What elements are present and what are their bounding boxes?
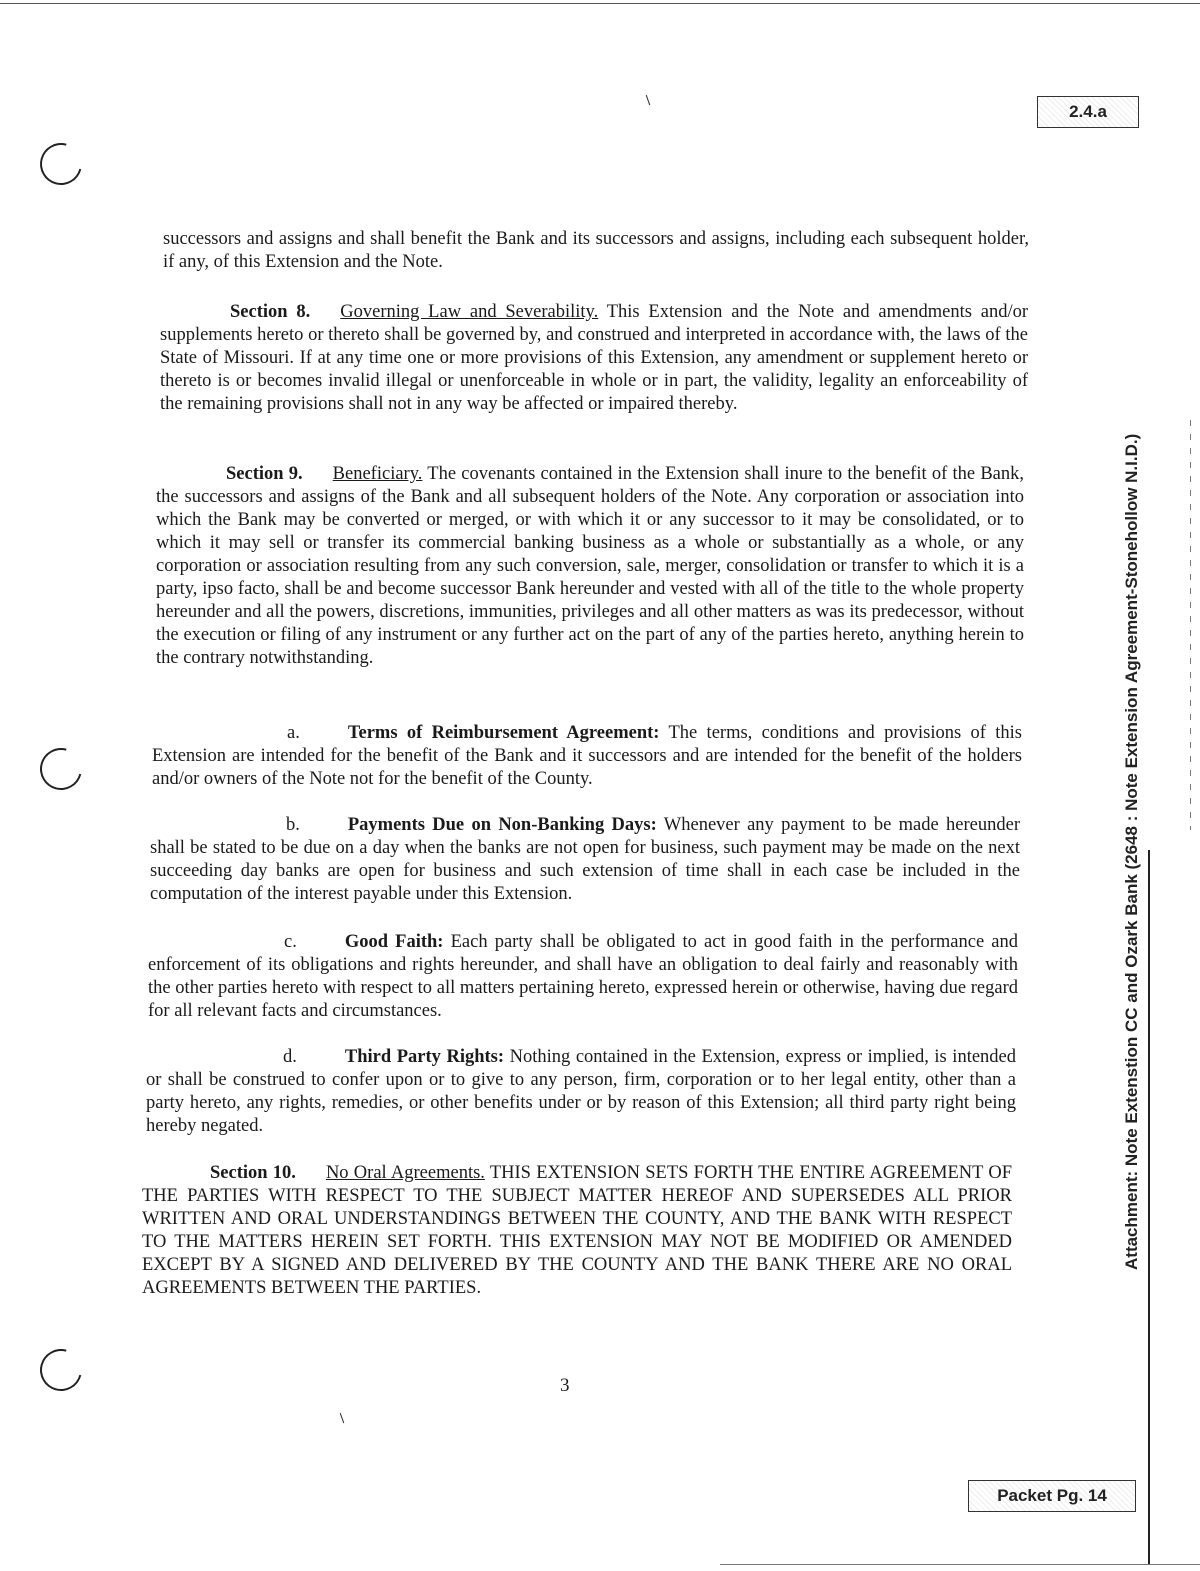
section-9-text: The covenants contained in the Extension shall inure to the benefit of the Bank, the successors and assigns of the Bank and all subsequent holders of the Note. Any corporation or association into which the Bank may be converted or merged, or with which it or any successor to it may be consolidated, or to which it may sell or transfer its commercial banking business as a whole or substantially as a whole, or any corporation or association resulting from any such conversion, sale, merger, consolidation or transfer to which it is a party, ipso facto, shall be and become successor Bank hereunder and vested with all of the title to the whole property hereunder and all the powers, discretions, immunities, privileges and all other matters as was its predecessor, without the execution or filing of any instrument or any further act on the part of any of the parties hereto, anything herein to the contrary notwithstanding. [156,464,1024,668]
opening-paragraph: successors and assigns and shall benefit the Bank and its successors and assigns, including each subsequent holder, if any, of this Extension and the Note. [163,229,1029,272]
scan-dashed-line [1190,420,1191,830]
page-number: 3 [560,1375,570,1396]
section-10-text: THIS EXTENSION SETS FORTH THE ENTIRE AGREEMENT OF THE PARTIES WITH RESPECT TO THE SUBJECT MATTER HEREOF AND SUPERSEDES ALL PRIOR WRITTEN AND ORAL UNDERSTANDINGS BETWEEN THE COUNTY, AND THE BANK WITH RESPECT TO THE MATTERS HEREIN SET FORTH. THIS EXTENSION MAY NOT BE MODIFIED OR AMENDED EXCEPT BY A SIGNED AND DELIVERED BY THE COUNTY AND THE BANK THERE ARE NO ORAL AGREEMENTS BETWEEN THE PARTIES. [142,1163,1012,1298]
item-c-text: Each party shall be obligated to act in good faith in the performance and enforcement of its obligations and rights hereunder, and shall have an obligation to deal fairly and reasonably with the other parties hereto with respect to all matters pertaining hereto, expressed herein or otherwise, having due regard for all relevant facts and circumstances. [148,932,1019,1021]
item-b-text: Whenever any payment to be made hereunder shall be stated to be due on a day when the banks are not open for business, such payment may be made on the next succeeding day banks are open for business and such extension of time shall in each case be included in the computation of the interest payable under this Extension. [150,815,1021,904]
item-c-paragraph [148,931,1018,1023]
packet-page-badge: Packet Pg. 14 [968,1480,1136,1512]
punch-hole-top [32,135,89,192]
item-c-label: Good Faith: [344,932,444,952]
top-border-line [0,3,1200,4]
bottom-border-line [720,1564,1200,1565]
scan-mark: / [335,1410,349,1426]
item-a-text: The terms, conditions and provisions of this Extension are intended for the benefit of the Bank and it successors and are intended for the benefit of the holders and/or owners of the Note not for the benefit of the County. [152,723,1022,789]
section-8-paragraph [160,301,1028,416]
attachment-side-caption: Attachment: Note Extenstion CC and Ozark Bank (2648 : Note Extension Agreement-Stonehollow N.I.D.) [1122,433,1141,1270]
section-8-text: This Extension and the Note and amendments and/or supplements hereto or thereto shall be governed by, and construed and interpreted in accordance with, the laws of the State of Missouri. If at any time one or more provisions of this Extension, any amendment or supplement hereto or thereto is or becomes invalid illegal or unenforceable in whole or in part, the validity, legality an enforceability of the remaining provisions shall not in any way be affected or impaired thereby. [160,302,1029,414]
section-9-paragraph [156,463,1024,670]
section-10-paragraph [142,1162,1012,1300]
item-a-label: Terms of Reimbursement Agreement: [347,723,660,743]
section-10-title: No Oral Agreements. [325,1163,485,1183]
item-c-letter: c. [284,932,297,952]
item-a-paragraph [152,722,1022,791]
item-d-label: Third Party Rights: [344,1047,505,1067]
section-10-label: Section 10. [210,1163,296,1183]
item-b-letter: b. [286,815,300,835]
punch-hole-bottom [32,1341,89,1398]
item-a-letter: a. [287,723,300,743]
item-d-paragraph [146,1046,1016,1138]
item-d-letter: d. [283,1047,297,1067]
item-d-text: Nothing contained in the Extension, express or implied, is intended or shall be construed to confer upon or to give to any person, firm, corporation or to her legal entity, other than a party hereto, any rights, remedies, or other benefits under or by reason of this Extension; all third party right being hereby negated. [146,1047,1017,1136]
section-9-title: Beneficiary. [332,464,423,484]
punch-hole-middle [32,740,89,797]
section-8-title: Governing Law and Severability. [340,302,599,322]
packet-section-badge: 2.4.a [1037,96,1139,128]
item-b-paragraph [150,814,1020,906]
section-9-label: Section 9. [226,464,303,484]
item-b-label: Payments Due on Non-Banking Days: [347,815,657,835]
section-8-label: Section 8. [230,302,311,322]
right-margin-rule [1148,850,1150,1565]
scan-mark: / [641,92,655,108]
